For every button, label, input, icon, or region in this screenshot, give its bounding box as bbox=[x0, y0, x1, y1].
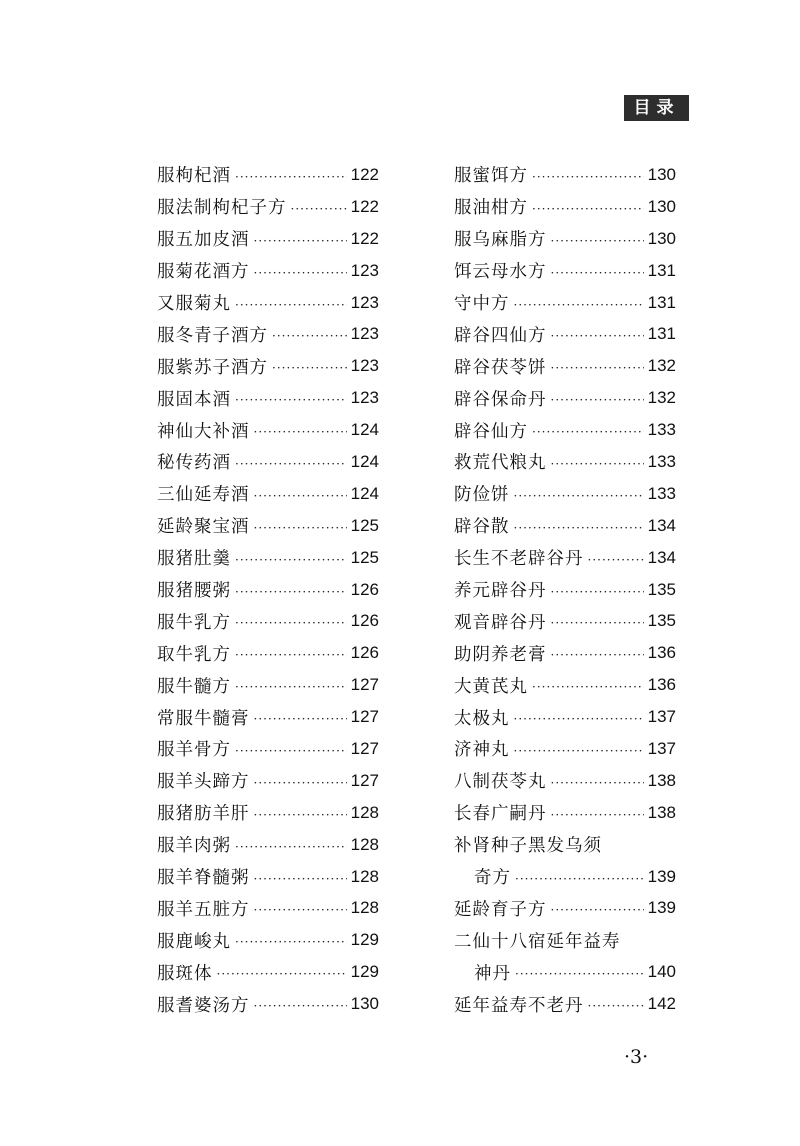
toc-entry bbox=[157, 223, 379, 255]
toc-entry-page: 128 bbox=[350, 866, 379, 886]
toc-entry bbox=[454, 159, 676, 191]
toc-entry-page: 139 bbox=[647, 898, 676, 918]
toc-column-right bbox=[454, 159, 676, 1020]
toc-entry-title: 服固本酒 bbox=[157, 389, 231, 410]
toc-entry bbox=[157, 382, 379, 414]
toc-entry bbox=[157, 414, 379, 446]
toc-leader-dots bbox=[254, 517, 347, 535]
toc-leader-dots bbox=[551, 389, 644, 407]
toc-entry bbox=[157, 255, 379, 287]
toc-entry bbox=[454, 191, 676, 223]
toc-entry bbox=[157, 350, 379, 382]
toc-leader-dots bbox=[551, 262, 644, 280]
toc-entry-title: 常服牛髓膏 bbox=[157, 708, 250, 729]
toc-leader-dots bbox=[254, 804, 347, 822]
toc-entry bbox=[157, 478, 379, 510]
toc-entry bbox=[454, 892, 676, 924]
toc-entry bbox=[157, 892, 379, 924]
toc-entry-title: 服猪肪羊肝 bbox=[157, 804, 250, 825]
toc-entry-page: 134 bbox=[647, 547, 676, 567]
toc-entry-title: 服冬青子酒方 bbox=[157, 325, 268, 346]
toc-entry bbox=[454, 255, 676, 287]
toc-entry-page: 128 bbox=[350, 834, 379, 854]
toc-leader-dots bbox=[514, 485, 644, 503]
toc-entry bbox=[454, 510, 676, 542]
toc-entry-title: 延年益寿不老丹 bbox=[454, 995, 584, 1016]
toc-entry bbox=[454, 924, 676, 956]
toc-leader-dots bbox=[235, 676, 347, 694]
toc-leader-dots bbox=[532, 198, 644, 216]
toc-leader-dots bbox=[551, 612, 644, 630]
toc-entry bbox=[157, 510, 379, 542]
toc-leader-dots bbox=[235, 294, 347, 312]
toc-entry bbox=[157, 988, 379, 1020]
toc-entry-page: 138 bbox=[647, 770, 676, 790]
toc-entry-title: 服羊头蹄方 bbox=[157, 772, 250, 793]
toc-entry bbox=[157, 542, 379, 574]
toc-leader-dots bbox=[551, 325, 644, 343]
toc-entry-title: 辟谷保命丹 bbox=[454, 389, 547, 410]
toc-entry-title: 服猪肚羹 bbox=[157, 549, 231, 570]
toc-leader-dots bbox=[515, 868, 644, 886]
toc-leader-dots bbox=[254, 995, 347, 1013]
toc-entry-page: 136 bbox=[647, 643, 676, 663]
toc-entry bbox=[157, 159, 379, 191]
toc-leader-dots bbox=[588, 995, 644, 1013]
toc-entry-page: 125 bbox=[350, 515, 379, 535]
toc-leader-dots bbox=[235, 931, 347, 949]
toc-entry-title: 服耆婆汤方 bbox=[157, 995, 250, 1016]
toc-entry bbox=[157, 924, 379, 956]
toc-entry bbox=[454, 956, 676, 988]
toc-entry-page: 126 bbox=[350, 579, 379, 599]
toc-leader-dots bbox=[532, 166, 644, 184]
toc-entry-page: 127 bbox=[350, 770, 379, 790]
toc-entry bbox=[157, 574, 379, 606]
toc-entry-page: 142 bbox=[647, 994, 676, 1014]
toc-entry-title: 饵云母水方 bbox=[454, 262, 547, 283]
toc-entry-title: 辟谷四仙方 bbox=[454, 325, 547, 346]
toc-entry bbox=[454, 287, 676, 319]
toc-entry-page: 132 bbox=[647, 356, 676, 376]
toc-entry bbox=[157, 861, 379, 893]
toc-entry-page: 135 bbox=[647, 611, 676, 631]
toc-entry-page: 132 bbox=[647, 388, 676, 408]
toc-entry-title: 三仙延寿酒 bbox=[157, 485, 250, 506]
toc-leader-dots bbox=[551, 772, 644, 790]
toc-entry bbox=[454, 701, 676, 733]
toc-entry bbox=[454, 574, 676, 606]
toc-entry-page: 128 bbox=[350, 802, 379, 822]
toc-entry-title: 救荒代粮丸 bbox=[454, 453, 547, 474]
page-number: ·3· bbox=[624, 1046, 649, 1068]
toc-leader-dots bbox=[254, 708, 347, 726]
toc-entry-title: 又服菊丸 bbox=[157, 294, 231, 314]
toc-leader-dots bbox=[551, 357, 644, 375]
toc-entry bbox=[454, 478, 676, 510]
toc-entry-page: 139 bbox=[647, 866, 676, 886]
toc-leader-dots bbox=[272, 357, 347, 375]
toc-entry-title: 太极丸 bbox=[454, 708, 510, 729]
toc-entry-page: 123 bbox=[350, 388, 379, 408]
toc-entry-title: 辟谷散 bbox=[454, 517, 510, 538]
toc-entry-page: 122 bbox=[350, 228, 379, 248]
toc-entry-title: 服羊骨方 bbox=[157, 740, 231, 761]
toc-entry-page: 131 bbox=[647, 260, 676, 280]
toc-entry bbox=[454, 797, 676, 829]
toc-entry bbox=[454, 669, 676, 701]
toc-entry-title: 延龄聚宝酒 bbox=[157, 517, 250, 538]
toc-leader-dots bbox=[254, 230, 347, 248]
toc-entry bbox=[454, 382, 676, 414]
toc-entry bbox=[454, 542, 676, 574]
toc-leader-dots bbox=[235, 836, 347, 854]
toc-entry-title: 长春广嗣丹 bbox=[454, 804, 547, 825]
toc-entry-title: 神仙大补酒 bbox=[157, 421, 250, 442]
toc-entry-page: 126 bbox=[350, 643, 379, 663]
toc-column-left bbox=[157, 159, 379, 1020]
toc-entry-title: 服羊五脏方 bbox=[157, 899, 250, 920]
toc-entry bbox=[454, 637, 676, 669]
toc-entry-page: 134 bbox=[647, 515, 676, 535]
toc-entry-page: 130 bbox=[647, 196, 676, 216]
toc-leader-dots bbox=[532, 676, 644, 694]
toc-leader-dots bbox=[551, 644, 644, 662]
toc-entry bbox=[454, 223, 676, 255]
toc-entry-title: 八制茯苓丸 bbox=[454, 772, 547, 793]
toc-entry-page: 128 bbox=[350, 898, 379, 918]
toc-entry-page: 130 bbox=[350, 994, 379, 1014]
toc-leader-dots bbox=[551, 453, 644, 471]
toc-entry-page: 130 bbox=[647, 164, 676, 184]
toc-entry-page: 133 bbox=[647, 451, 676, 471]
toc-entry bbox=[454, 861, 676, 893]
toc-entry bbox=[157, 765, 379, 797]
toc-entry-page: 136 bbox=[647, 675, 676, 695]
toc-leader-dots bbox=[551, 230, 644, 248]
toc-entry-title: 服紫苏子酒方 bbox=[157, 357, 268, 378]
toc-entry bbox=[157, 797, 379, 829]
toc-entry bbox=[157, 701, 379, 733]
toc-entry-title: 服羊肉粥 bbox=[157, 836, 231, 857]
toc-entry-page: 131 bbox=[647, 324, 676, 344]
section-tag: 目录 bbox=[624, 95, 689, 121]
toc-entry bbox=[454, 414, 676, 446]
toc-entry-page: 135 bbox=[647, 579, 676, 599]
toc-leader-dots bbox=[235, 644, 347, 662]
toc-entry-title: 防俭饼 bbox=[454, 485, 510, 506]
toc-entry bbox=[454, 318, 676, 350]
toc-leader-dots bbox=[235, 166, 347, 184]
toc-leader-dots bbox=[514, 740, 644, 758]
toc-leader-dots bbox=[254, 421, 347, 439]
toc-entry-title: 服菊花酒方 bbox=[157, 262, 250, 283]
toc-entry-title: 服油柑方 bbox=[454, 198, 528, 219]
toc-entry bbox=[454, 988, 676, 1020]
toc-entry-title: 服斑体 bbox=[157, 963, 213, 984]
toc-entry-title: 辟谷茯苓饼 bbox=[454, 357, 547, 378]
toc-entry-title: 服羊脊髓粥 bbox=[157, 868, 250, 889]
toc-entry-page: 124 bbox=[350, 483, 379, 503]
toc-entry-title: 奇方 bbox=[474, 868, 511, 889]
toc-entry-title: 延龄育子方 bbox=[454, 899, 547, 920]
toc-entry-page: 129 bbox=[350, 962, 379, 982]
toc-entry-page: 133 bbox=[647, 420, 676, 440]
toc-leader-dots bbox=[254, 899, 347, 917]
toc-entry-page: 131 bbox=[647, 292, 676, 312]
toc-leader-dots bbox=[291, 198, 347, 216]
toc-entry-title: 神丹 bbox=[474, 963, 511, 984]
toc-entry-page: 123 bbox=[350, 324, 379, 344]
toc-leader-dots bbox=[588, 549, 644, 567]
toc-entry-title: 辟谷仙方 bbox=[454, 421, 528, 442]
toc-entry-title: 服鹿峻丸 bbox=[157, 931, 231, 952]
toc-entry bbox=[157, 446, 379, 478]
toc-entry-title: 长生不老辟谷丹 bbox=[454, 549, 584, 570]
toc-entry-page: 127 bbox=[350, 675, 379, 695]
toc-entry-title: 养元辟谷丹 bbox=[454, 581, 547, 602]
toc-leader-dots bbox=[515, 963, 644, 981]
toc-leader-dots bbox=[235, 549, 347, 567]
toc-entry bbox=[157, 829, 379, 861]
toc-leader-dots bbox=[254, 262, 347, 280]
toc-entry bbox=[157, 669, 379, 701]
toc-entry-page: 125 bbox=[350, 547, 379, 567]
toc-entry-title: 服牛乳方 bbox=[157, 612, 231, 633]
toc-entry-title: 观音辟谷丹 bbox=[454, 612, 547, 633]
toc-entry bbox=[454, 765, 676, 797]
toc-entry bbox=[157, 287, 379, 319]
toc-entry-title: 服法制枸杞子方 bbox=[157, 198, 287, 219]
toc-entry-page: 123 bbox=[350, 260, 379, 280]
toc-entry bbox=[157, 318, 379, 350]
toc-entry-page: 122 bbox=[350, 164, 379, 184]
toc-entry-title: 服蜜饵方 bbox=[454, 166, 528, 187]
toc-entry-title: 济神丸 bbox=[454, 740, 510, 761]
toc-leader-dots bbox=[235, 453, 347, 471]
toc-entry bbox=[454, 829, 676, 861]
toc-entry bbox=[454, 733, 676, 765]
toc-entry-page: 133 bbox=[647, 483, 676, 503]
toc-leader-dots bbox=[532, 421, 644, 439]
toc-entry-title: 服乌麻脂方 bbox=[454, 230, 547, 251]
toc-entry bbox=[157, 191, 379, 223]
toc-leader-dots bbox=[254, 868, 347, 886]
toc-entry-page: 137 bbox=[647, 707, 676, 727]
toc-leader-dots bbox=[272, 325, 347, 343]
toc-entry-title: 秘传药酒 bbox=[157, 453, 231, 474]
toc-entry bbox=[454, 605, 676, 637]
toc-entry-page: 140 bbox=[647, 962, 676, 982]
toc-entry-title: 补肾种子黑发乌须 bbox=[454, 836, 602, 857]
toc-entry-page: 127 bbox=[350, 707, 379, 727]
toc-leader-dots bbox=[551, 899, 644, 917]
toc-leader-dots bbox=[235, 581, 347, 599]
toc-leader-dots bbox=[254, 772, 347, 790]
toc-entry-page: 129 bbox=[350, 930, 379, 950]
toc-entry-title: 服猪腰粥 bbox=[157, 581, 231, 602]
toc-entry-title: 大黄芪丸 bbox=[454, 676, 528, 697]
toc-entry-page: 123 bbox=[350, 356, 379, 376]
toc-leader-dots bbox=[254, 485, 347, 503]
toc-leader-dots bbox=[235, 389, 347, 407]
toc-entry bbox=[157, 605, 379, 637]
toc-leader-dots bbox=[235, 740, 347, 758]
toc-entry bbox=[157, 733, 379, 765]
toc-entry bbox=[157, 956, 379, 988]
toc-leader-dots bbox=[551, 581, 644, 599]
toc-leader-dots bbox=[514, 708, 644, 726]
toc-entry-page: 124 bbox=[350, 451, 379, 471]
toc-entry-title: 服枸杞酒 bbox=[157, 166, 231, 187]
toc-entry-page: 126 bbox=[350, 611, 379, 631]
toc-entry-page: 137 bbox=[647, 738, 676, 758]
toc-entry-page: 123 bbox=[350, 292, 379, 312]
toc-entry-title: 取牛乳方 bbox=[157, 644, 231, 665]
toc-entry-page: 138 bbox=[647, 802, 676, 822]
toc-leader-dots bbox=[217, 963, 347, 981]
toc-entry-page: 124 bbox=[350, 420, 379, 440]
toc-entry-title: 服牛髓方 bbox=[157, 676, 231, 697]
toc-leader-dots bbox=[514, 517, 644, 535]
toc-leader-dots bbox=[551, 804, 644, 822]
toc-leader-dots bbox=[235, 612, 347, 630]
toc-entry-title: 助阴养老膏 bbox=[454, 644, 547, 665]
toc-entry bbox=[454, 446, 676, 478]
toc-leader-dots bbox=[514, 294, 644, 312]
toc-entry bbox=[454, 350, 676, 382]
toc-entry bbox=[157, 637, 379, 669]
toc-entry-page: 127 bbox=[350, 738, 379, 758]
toc-entry-page: 122 bbox=[350, 196, 379, 216]
toc-entry-title: 守中方 bbox=[454, 294, 510, 314]
toc-entry-title: 服五加皮酒 bbox=[157, 230, 250, 251]
toc-entry-title: 二仙十八宿延年益寿 bbox=[454, 931, 621, 952]
toc-entry-page: 130 bbox=[647, 228, 676, 248]
